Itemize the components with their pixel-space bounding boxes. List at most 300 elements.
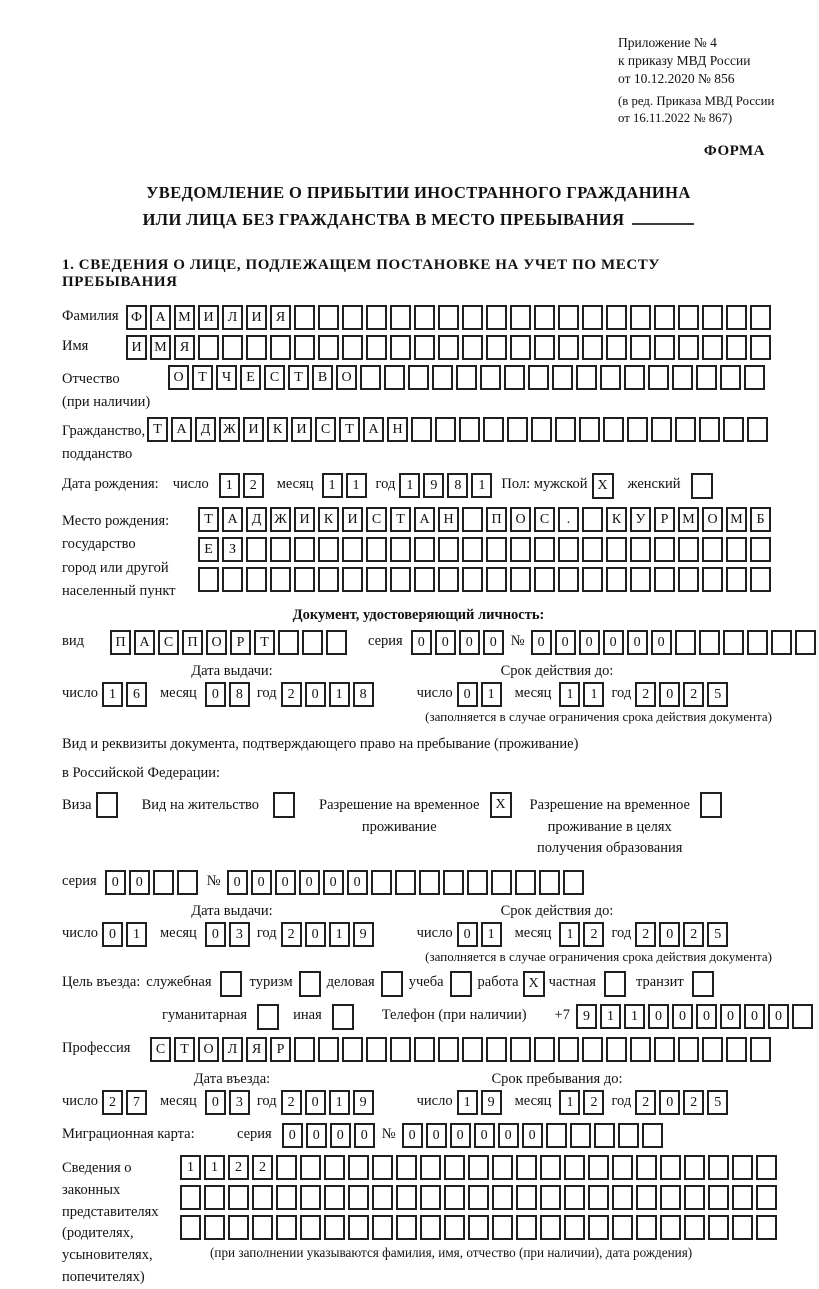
char-cell[interactable]: Т [192, 365, 213, 390]
char-cell[interactable] [756, 1185, 777, 1210]
char-cell[interactable] [294, 335, 315, 360]
char-cell[interactable] [606, 335, 627, 360]
char-cell[interactable] [675, 417, 696, 442]
char-cell[interactable]: Я [270, 305, 291, 330]
char-cell[interactable] [552, 365, 573, 390]
char-cell[interactable]: И [342, 507, 363, 532]
char-cell[interactable] [726, 537, 747, 562]
char-cell[interactable] [459, 417, 480, 442]
char-cell[interactable]: П [182, 630, 203, 655]
char-cell[interactable]: 2 [583, 922, 604, 947]
char-cell[interactable] [276, 1215, 297, 1240]
char-cell[interactable] [228, 1185, 249, 1210]
char-cell[interactable] [324, 1155, 345, 1180]
char-cell[interactable]: 1 [204, 1155, 225, 1180]
char-cell[interactable] [198, 335, 219, 360]
char-cell[interactable]: 3 [229, 1090, 250, 1115]
char-cell[interactable] [372, 1185, 393, 1210]
purpose-transit-checkbox[interactable] [692, 971, 714, 997]
char-cell[interactable] [276, 1185, 297, 1210]
char-cell[interactable]: И [291, 417, 312, 442]
char-cell[interactable]: 0 [205, 1090, 226, 1115]
char-cell[interactable]: Б [750, 507, 771, 532]
purpose-other-checkbox[interactable] [332, 1004, 354, 1030]
char-cell[interactable] [326, 630, 347, 655]
char-cell[interactable] [372, 1215, 393, 1240]
char-cell[interactable]: О [336, 365, 357, 390]
char-cell[interactable] [630, 537, 651, 562]
char-cell[interactable] [726, 305, 747, 330]
char-cell[interactable] [660, 1155, 681, 1180]
char-cell[interactable] [534, 567, 555, 592]
char-cell[interactable]: 1 [583, 682, 604, 707]
char-cell[interactable] [708, 1215, 729, 1240]
char-cell[interactable]: С [366, 507, 387, 532]
char-cell[interactable] [222, 335, 243, 360]
char-cell[interactable] [438, 305, 459, 330]
char-cell[interactable] [708, 1185, 729, 1210]
char-cell[interactable]: 1 [329, 682, 350, 707]
char-cell[interactable] [558, 335, 579, 360]
char-cell[interactable]: 1 [559, 922, 580, 947]
char-cell[interactable] [483, 417, 504, 442]
char-cell[interactable]: О [702, 507, 723, 532]
char-cell[interactable] [546, 1123, 567, 1148]
char-cell[interactable] [582, 507, 603, 532]
char-cell[interactable] [564, 1215, 585, 1240]
char-cell[interactable] [531, 417, 552, 442]
char-cell[interactable]: 0 [435, 630, 456, 655]
char-cell[interactable] [222, 567, 243, 592]
char-cell[interactable]: М [150, 335, 171, 360]
char-cell[interactable] [555, 417, 576, 442]
purpose-business-checkbox[interactable] [381, 971, 403, 997]
char-cell[interactable] [675, 630, 696, 655]
char-cell[interactable] [486, 305, 507, 330]
purpose-humanitarian-checkbox[interactable] [257, 1004, 279, 1030]
char-cell[interactable] [732, 1155, 753, 1180]
char-cell[interactable]: О [510, 507, 531, 532]
sex-female-checkbox[interactable] [691, 473, 713, 499]
char-cell[interactable] [342, 335, 363, 360]
char-cell[interactable] [492, 1155, 513, 1180]
char-cell[interactable]: 1 [559, 1090, 580, 1115]
char-cell[interactable] [462, 305, 483, 330]
char-cell[interactable] [252, 1215, 273, 1240]
char-cell[interactable]: Д [246, 507, 267, 532]
char-cell[interactable] [420, 1185, 441, 1210]
char-cell[interactable]: 2 [683, 922, 704, 947]
char-cell[interactable] [606, 1037, 627, 1062]
char-cell[interactable]: 9 [353, 1090, 374, 1115]
char-cell[interactable] [390, 305, 411, 330]
char-cell[interactable] [678, 537, 699, 562]
char-cell[interactable]: 2 [102, 1090, 123, 1115]
char-cell[interactable] [396, 1215, 417, 1240]
char-cell[interactable]: А [414, 507, 435, 532]
char-cell[interactable]: 0 [672, 1004, 693, 1029]
char-cell[interactable] [558, 1037, 579, 1062]
char-cell[interactable] [294, 567, 315, 592]
char-cell[interactable] [648, 365, 669, 390]
char-cell[interactable] [516, 1155, 537, 1180]
char-cell[interactable] [558, 537, 579, 562]
char-cell[interactable]: Д [195, 417, 216, 442]
char-cell[interactable]: И [246, 305, 267, 330]
char-cell[interactable] [342, 567, 363, 592]
char-cell[interactable] [678, 335, 699, 360]
char-cell[interactable]: Т [254, 630, 275, 655]
char-cell[interactable]: 0 [205, 922, 226, 947]
char-cell[interactable]: 2 [281, 682, 302, 707]
char-cell[interactable] [582, 335, 603, 360]
char-cell[interactable] [654, 567, 675, 592]
char-cell[interactable] [371, 870, 392, 895]
char-cell[interactable]: 0 [531, 630, 552, 655]
char-cell[interactable] [177, 870, 198, 895]
char-cell[interactable]: 7 [126, 1090, 147, 1115]
char-cell[interactable] [246, 537, 267, 562]
char-cell[interactable]: 2 [281, 922, 302, 947]
char-cell[interactable]: 0 [105, 870, 126, 895]
char-cell[interactable] [726, 567, 747, 592]
char-cell[interactable] [342, 1037, 363, 1062]
char-cell[interactable]: 0 [102, 922, 123, 947]
char-cell[interactable] [708, 1155, 729, 1180]
char-cell[interactable] [744, 365, 765, 390]
char-cell[interactable] [300, 1215, 321, 1240]
char-cell[interactable] [444, 1215, 465, 1240]
char-cell[interactable] [486, 537, 507, 562]
char-cell[interactable]: С [158, 630, 179, 655]
char-cell[interactable]: 1 [399, 473, 420, 498]
char-cell[interactable] [420, 1155, 441, 1180]
char-cell[interactable]: К [318, 507, 339, 532]
char-cell[interactable]: 8 [447, 473, 468, 498]
char-cell[interactable]: Л [222, 1037, 243, 1062]
char-cell[interactable]: У [630, 507, 651, 532]
char-cell[interactable] [702, 1037, 723, 1062]
char-cell[interactable] [606, 305, 627, 330]
char-cell[interactable]: 1 [329, 922, 350, 947]
char-cell[interactable] [747, 630, 768, 655]
char-cell[interactable]: 0 [651, 630, 672, 655]
char-cell[interactable] [636, 1155, 657, 1180]
char-cell[interactable] [750, 305, 771, 330]
char-cell[interactable] [414, 537, 435, 562]
char-cell[interactable] [348, 1215, 369, 1240]
char-cell[interactable] [582, 537, 603, 562]
char-cell[interactable]: 0 [306, 1123, 327, 1148]
char-cell[interactable] [480, 365, 501, 390]
char-cell[interactable]: 1 [624, 1004, 645, 1029]
char-cell[interactable] [627, 417, 648, 442]
char-cell[interactable] [558, 567, 579, 592]
char-cell[interactable]: Т [288, 365, 309, 390]
char-cell[interactable] [228, 1215, 249, 1240]
char-cell[interactable]: 2 [635, 682, 656, 707]
char-cell[interactable] [750, 335, 771, 360]
char-cell[interactable] [414, 567, 435, 592]
char-cell[interactable] [606, 567, 627, 592]
char-cell[interactable] [696, 365, 717, 390]
char-cell[interactable] [699, 630, 720, 655]
char-cell[interactable] [324, 1215, 345, 1240]
char-cell[interactable]: Л [222, 305, 243, 330]
char-cell[interactable] [492, 1185, 513, 1210]
char-cell[interactable]: 1 [219, 473, 240, 498]
char-cell[interactable]: 3 [229, 922, 250, 947]
visa-checkbox[interactable] [96, 792, 118, 818]
char-cell[interactable]: 1 [322, 473, 343, 498]
char-cell[interactable] [732, 1215, 753, 1240]
char-cell[interactable] [678, 567, 699, 592]
char-cell[interactable] [510, 305, 531, 330]
char-cell[interactable] [348, 1185, 369, 1210]
char-cell[interactable] [726, 335, 747, 360]
char-cell[interactable]: И [198, 305, 219, 330]
char-cell[interactable]: Р [230, 630, 251, 655]
temporary-residence-checkbox[interactable]: X [490, 792, 512, 818]
char-cell[interactable] [750, 567, 771, 592]
char-cell[interactable] [420, 1215, 441, 1240]
char-cell[interactable] [600, 365, 621, 390]
char-cell[interactable]: 2 [228, 1155, 249, 1180]
char-cell[interactable] [654, 537, 675, 562]
char-cell[interactable] [699, 417, 720, 442]
char-cell[interactable] [444, 1155, 465, 1180]
char-cell[interactable]: 5 [707, 922, 728, 947]
residence-permit-checkbox[interactable] [273, 792, 295, 818]
char-cell[interactable] [492, 1215, 513, 1240]
char-cell[interactable] [540, 1215, 561, 1240]
char-cell[interactable] [342, 305, 363, 330]
char-cell[interactable] [588, 1215, 609, 1240]
char-cell[interactable] [462, 567, 483, 592]
char-cell[interactable]: З [222, 537, 243, 562]
char-cell[interactable]: 2 [683, 1090, 704, 1115]
char-cell[interactable]: А [363, 417, 384, 442]
char-cell[interactable] [462, 507, 483, 532]
char-cell[interactable] [636, 1185, 657, 1210]
char-cell[interactable]: 0 [659, 682, 680, 707]
char-cell[interactable] [750, 1037, 771, 1062]
char-cell[interactable] [723, 630, 744, 655]
char-cell[interactable] [153, 870, 174, 895]
char-cell[interactable] [468, 1215, 489, 1240]
char-cell[interactable]: 1 [481, 922, 502, 947]
char-cell[interactable]: 2 [683, 682, 704, 707]
char-cell[interactable] [516, 1215, 537, 1240]
char-cell[interactable]: 0 [251, 870, 272, 895]
char-cell[interactable]: . [558, 507, 579, 532]
char-cell[interactable] [414, 305, 435, 330]
char-cell[interactable]: Р [270, 1037, 291, 1062]
char-cell[interactable]: Т [198, 507, 219, 532]
char-cell[interactable]: П [110, 630, 131, 655]
char-cell[interactable] [702, 305, 723, 330]
char-cell[interactable] [510, 537, 531, 562]
char-cell[interactable]: А [134, 630, 155, 655]
char-cell[interactable] [702, 567, 723, 592]
char-cell[interactable]: 0 [305, 922, 326, 947]
char-cell[interactable] [396, 1155, 417, 1180]
char-cell[interactable] [630, 567, 651, 592]
char-cell[interactable] [318, 305, 339, 330]
char-cell[interactable] [366, 1037, 387, 1062]
char-cell[interactable]: С [315, 417, 336, 442]
char-cell[interactable]: И [294, 507, 315, 532]
char-cell[interactable] [756, 1215, 777, 1240]
char-cell[interactable] [612, 1185, 633, 1210]
char-cell[interactable] [372, 1155, 393, 1180]
char-cell[interactable]: 2 [635, 1090, 656, 1115]
char-cell[interactable]: 0 [205, 682, 226, 707]
char-cell[interactable] [723, 417, 744, 442]
char-cell[interactable]: 0 [129, 870, 150, 895]
char-cell[interactable]: Я [246, 1037, 267, 1062]
char-cell[interactable] [654, 335, 675, 360]
char-cell[interactable]: 0 [696, 1004, 717, 1029]
char-cell[interactable] [300, 1185, 321, 1210]
char-cell[interactable] [606, 537, 627, 562]
char-cell[interactable]: Е [198, 537, 219, 562]
char-cell[interactable] [563, 870, 584, 895]
char-cell[interactable] [366, 305, 387, 330]
char-cell[interactable] [396, 1185, 417, 1210]
char-cell[interactable] [486, 335, 507, 360]
char-cell[interactable]: О [206, 630, 227, 655]
char-cell[interactable] [462, 335, 483, 360]
char-cell[interactable] [792, 1004, 813, 1029]
char-cell[interactable]: 0 [603, 630, 624, 655]
temporary-residence-education-checkbox[interactable] [700, 792, 722, 818]
char-cell[interactable]: 2 [243, 473, 264, 498]
char-cell[interactable] [294, 537, 315, 562]
char-cell[interactable] [582, 567, 603, 592]
char-cell[interactable]: М [678, 507, 699, 532]
char-cell[interactable]: И [126, 335, 147, 360]
purpose-study-checkbox[interactable] [450, 971, 472, 997]
char-cell[interactable]: Т [339, 417, 360, 442]
char-cell[interactable] [294, 1037, 315, 1062]
char-cell[interactable] [486, 1037, 507, 1062]
char-cell[interactable] [318, 537, 339, 562]
char-cell[interactable]: 9 [353, 922, 374, 947]
char-cell[interactable]: П [486, 507, 507, 532]
char-cell[interactable] [438, 1037, 459, 1062]
char-cell[interactable]: 0 [426, 1123, 447, 1148]
char-cell[interactable]: 0 [330, 1123, 351, 1148]
char-cell[interactable] [438, 567, 459, 592]
char-cell[interactable]: 0 [659, 922, 680, 947]
char-cell[interactable] [204, 1215, 225, 1240]
char-cell[interactable] [462, 537, 483, 562]
char-cell[interactable] [630, 305, 651, 330]
char-cell[interactable] [726, 1037, 747, 1062]
char-cell[interactable]: Ж [219, 417, 240, 442]
char-cell[interactable]: Т [147, 417, 168, 442]
char-cell[interactable] [570, 1123, 591, 1148]
char-cell[interactable] [468, 1155, 489, 1180]
char-cell[interactable] [366, 537, 387, 562]
char-cell[interactable] [564, 1185, 585, 1210]
char-cell[interactable] [294, 305, 315, 330]
char-cell[interactable] [302, 630, 323, 655]
char-cell[interactable]: 5 [707, 1090, 728, 1115]
char-cell[interactable]: 0 [522, 1123, 543, 1148]
purpose-work-checkbox[interactable]: X [523, 971, 545, 997]
char-cell[interactable]: 1 [481, 682, 502, 707]
char-cell[interactable] [588, 1185, 609, 1210]
char-cell[interactable] [510, 1037, 531, 1062]
char-cell[interactable]: 1 [346, 473, 367, 498]
char-cell[interactable] [539, 870, 560, 895]
char-cell[interactable]: Т [174, 1037, 195, 1062]
char-cell[interactable] [318, 1037, 339, 1062]
char-cell[interactable] [515, 870, 536, 895]
char-cell[interactable]: С [150, 1037, 171, 1062]
char-cell[interactable] [720, 365, 741, 390]
char-cell[interactable]: Н [438, 507, 459, 532]
char-cell[interactable]: М [726, 507, 747, 532]
char-cell[interactable]: 8 [353, 682, 374, 707]
char-cell[interactable] [795, 630, 816, 655]
char-cell[interactable]: 0 [354, 1123, 375, 1148]
char-cell[interactable]: 2 [252, 1155, 273, 1180]
char-cell[interactable] [486, 567, 507, 592]
char-cell[interactable] [684, 1185, 705, 1210]
char-cell[interactable]: Ч [216, 365, 237, 390]
char-cell[interactable] [360, 365, 381, 390]
char-cell[interactable] [612, 1155, 633, 1180]
char-cell[interactable]: 6 [126, 682, 147, 707]
char-cell[interactable] [579, 417, 600, 442]
char-cell[interactable] [702, 537, 723, 562]
char-cell[interactable] [395, 870, 416, 895]
purpose-official-checkbox[interactable] [220, 971, 242, 997]
char-cell[interactable] [246, 335, 267, 360]
char-cell[interactable] [456, 365, 477, 390]
char-cell[interactable]: 0 [282, 1123, 303, 1148]
char-cell[interactable] [180, 1185, 201, 1210]
char-cell[interactable]: 8 [229, 682, 250, 707]
char-cell[interactable]: 1 [180, 1155, 201, 1180]
char-cell[interactable] [747, 417, 768, 442]
char-cell[interactable] [528, 365, 549, 390]
char-cell[interactable] [612, 1215, 633, 1240]
char-cell[interactable]: 0 [648, 1004, 669, 1029]
char-cell[interactable] [246, 567, 267, 592]
char-cell[interactable] [432, 365, 453, 390]
char-cell[interactable]: 2 [635, 922, 656, 947]
char-cell[interactable] [618, 1123, 639, 1148]
char-cell[interactable] [732, 1185, 753, 1210]
char-cell[interactable] [318, 567, 339, 592]
char-cell[interactable] [588, 1155, 609, 1180]
char-cell[interactable] [444, 1185, 465, 1210]
char-cell[interactable]: 0 [474, 1123, 495, 1148]
char-cell[interactable] [660, 1215, 681, 1240]
char-cell[interactable]: 0 [227, 870, 248, 895]
char-cell[interactable] [342, 537, 363, 562]
char-cell[interactable] [468, 1185, 489, 1210]
char-cell[interactable]: 0 [450, 1123, 471, 1148]
char-cell[interactable]: 1 [559, 682, 580, 707]
char-cell[interactable]: 0 [347, 870, 368, 895]
char-cell[interactable]: Р [654, 507, 675, 532]
char-cell[interactable] [252, 1185, 273, 1210]
